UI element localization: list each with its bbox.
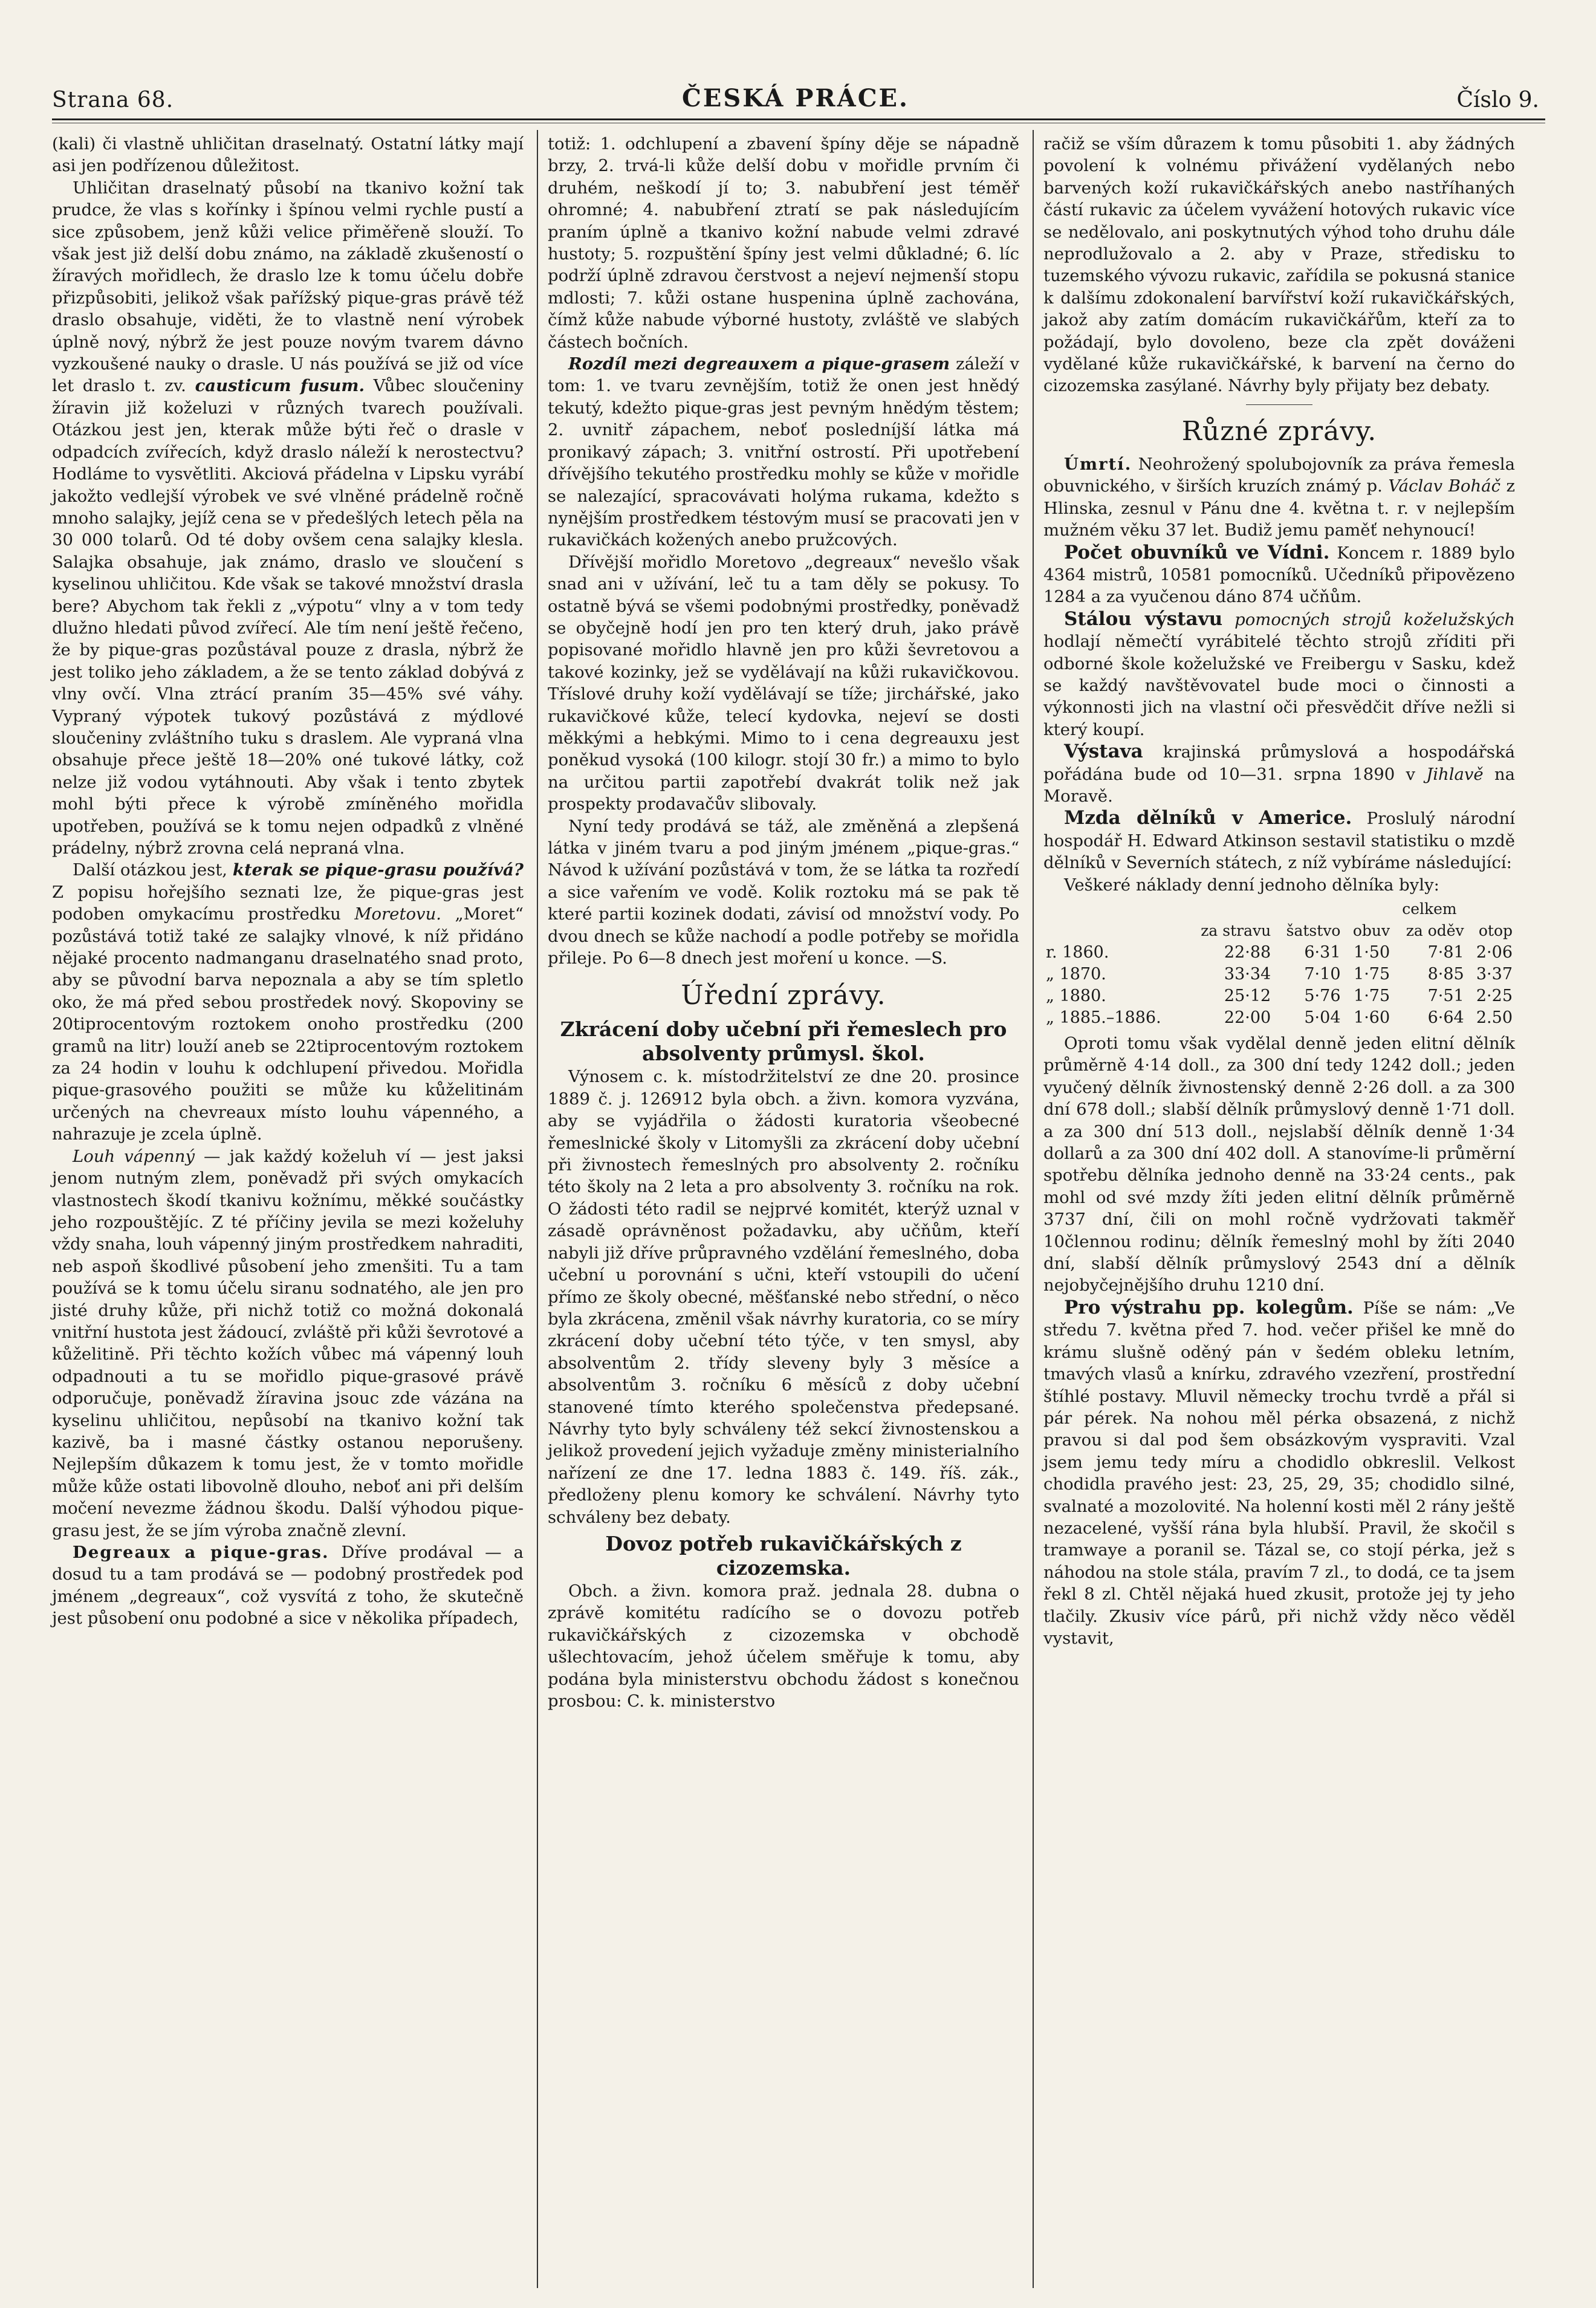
news-heading: Stálou výstavu <box>1064 608 1223 630</box>
paragraph: Uhličitan draselnatý působí na tkanivo kožní tak prudce, že vlas s kořínky i špínou velmi rychle pustí a sice způsobem, jenž kůži velice přiměřeně slouží. To však jest již delší dobu známo, na základě zkušeností o žíravých mořidlech, že draslo lze k tomu účelu dobře přizpůsobiti, jelikož však pařížský pique-gras právě též draslo obsahuje, viděti, že to vlastně není výrobek úplně nový, nýbrž že jest pouze novým tvarem dávno vyzkoušené nauky o drasle. U nás používá se již od více let draslo t. zv. causticum fusum. Vůbec sloučeniny žíravin již koželuzi v různých tvarech používali. Otázkou jest jen, kterak může býti řeč o drasle v odpadcích zvířecích, když draslo náleží k nerostectvu? Hodláme to vysvětliti. Akciová přádelna v Lipsku vyrábí jakožto vedlejší výrobek ve své vlněné prádelně ročně mnoho salajky, jejíž cena se v předešlých letech pěla na 30 000 tolarů. Od té doby ovšem cena salajky klesla. Salajka obsahuje, jak známo, draslo ve sloučení s kyselinou uhličitou. Kde však se takové množství drasla bere? Abychom tak řekli z „výpotu“ vlny a v tom tedy dlužno hledati původ zvířecí. Ale tím není ještě řečeno, že by pique-gras pozůstával pouze z drasla, nýbrž že jest toliko jeho základem, a že se tento základ dobývá z vlny ovčí. Vlna ztrácí praním 35—45% své váhy. Vypraný výpotek tukový pozůstává z mýdlové sloučeniny zvláštního tuku s draslem. Ale vypraná vlna obsahuje přece ještě 18—20% oné tukové látky, což nelze již vodou vytáhnouti. Aby však i tento zbytek mohl býti přece k výrobě zmíněného mořidla upotřeben, používá se k tomu nejen odpadků z vlněné prádelny, nýbrž zrovna celá nepraná vlna. <box>52 178 524 858</box>
paragraph: Louh vápenný — jak každý koželuh ví — jest jaksi jenom nutným zlem, poněvadž při svých omykacích vlastnostech škodí tkanivu kožnímu, měkké součástky jeho rozpouštějíc. Z té příčiny jevila se mezi koželuhy vždy snaha, louh vápenný jiným prostředkem nahraditi, neb aspoň škodlivé působení jeho zmenšiti. Tu a tam používá se k tomu účelu siranu sodnatého, ale jen pro jisté druhy kůže, při nichž totiž co možná dokonalá vnitřní hustota jest žádoucí, zvláště při kůži ševrotové a kůželitině. Při těchto kožích vůbec má vápenný louh odpadnouti a tu se mořidlo pique-grasové právě odporučuje, poněvadž žíravina jsouc zde vázána na kyselinu uhličitou, nepůsobí na tkanivo kožní tak kazivě, ba i masné částky ostanou neporušeny. Nejlepším důkazem k tomu jest, že v tomto mořidle může kůže ostati libovolně dlouho, neboť ani při delším močení nevezme žádnou škodu. Další výhodou pique-grasu jest, že se jím výroba značně zlevní. <box>52 1146 524 1540</box>
italic-term: Louh vápenný <box>73 1146 195 1166</box>
table-header: celkem <box>1402 900 1457 918</box>
paragraph: Pro výstrahu pp. kolegům. Píše se nám: „Ve středu 7. května před 7. hod. večer přišel ke mně do krámu slušně oděný pán v šedém obleku letním, tmavých vlasů a knírku, zdravého vzezření, prostřední štíhlé postavy. Mluvil německy trochu tvrdě a přál si pár pérek. Na nohou měl pérka obsazená, z nichž pravou si dal pod šem obsázkovým vyspraviti. Vzal jsem jemu tedy míru a chodidlo obkreslil. Velkost chodidla pravého jest: 23, 25, 29, 35; chodidlo silné, svalnaté a mozolovité. Na holenní kosti měl 2 rány ještě nezacelené, vyšší rána byla hlubší. Pravil, že skočil s tramwaye a poranil se. Tázal se, co stojí pérka, jež s náhodou na stole stála, pravím 7 zl., to dodá, ce ta jsem řekl 8 zl. Chtěl nějaká hued zkusit, protože jej ty jeho tlačily. Zkusiv více párů, při nichž vždy něco věděl vystavit, <box>1043 1296 1515 1648</box>
paragraph: Oproti tomu však vydělal denně jeden elitní dělník průměrně 4·14 doll., za 300 dní tedy 1242 doll.; jeden vyučený dělník živnostenský denně 2·26 doll. a za 300 dní 678 doll.; slabší dělník průmyslový denně 1·71 doll. a za 300 dní 513 doll., nejslabší dělník denně 1·34 dollarů a za 300 dní 402 doll. A stanovíme-li průměrní spotřebu dělníka jednoho denně na 33·24 cents., pak mohl od své mzdy žíti jeden elitní dělník průměrně 3737 dní, čili on mohl ročně vydržovati takměř 10člennou rodinu; dělník řemeslný mohl by žíti 2040 dní, slabší dělník průmyslový 2543 dní a dělník nejobyčejnějšího druhu 1210 dní. <box>1043 1034 1515 1295</box>
column-1 <box>52 133 524 1630</box>
news-heading: Pro výstrahu pp. kolegům. <box>1064 1296 1354 1318</box>
column-2 <box>548 133 1019 1712</box>
paragraph: Veškeré náklady denní jednoho dělníka byly: <box>1064 875 1439 895</box>
table-row: „ 1885.–1886. 22·00 5·04 1·60 6·64 2.50 <box>1046 1008 1513 1027</box>
paragraph: račiž se vším důrazem k tomu působiti 1. aby žádných povolení k volnému přivážení vydělaných nebo barvených koží rukavičkářských anebo nastříhaných částí rukavic za účelem vyvážení hotových rukavic více se nedělovalo, ani poskytnutých výhod toho druhu dále neprodlužovalo a 2. aby v Praze, středisku to tuzemského vývozu rukavic, zařídila se pokusná stanice k dalšímu zdokonalení barvířství koží rukavičkářských, jakož aby zatím domácím rukavičkářům, kteří za to požádají, bylo dovoleno, beze cla zpět dováženi vydělané kůže rukavičkářské, k barvení na černo do cizozemska zasýlané. Návrhy byly přijaty bez debaty. <box>1043 134 1515 396</box>
paragraph: Výnosem c. k. místodržitelství ze dne 20. prosince 1889 č. j. 126912 byla obch. a živn. komora vyzvána, aby se vyjádřila o žádosti kuratoria všeobecné řemeslnické školy v Litomyšli za zkrácení doby učební při živnostech řemeslných pro absolventy 2. ročníku této školy na 2 leta a pro absolventy 3. ročníku na rok. O žádosti této radil se nejprvé komitét, kterýž uznal v zásadě oprávněnost požadavku, aby učňům, kteří nabyli již dříve průpravného vzdělání řemeslného, doba učební u porovnání s učni, kteří vstoupili do učení přímo ze školy obecné, měšťanské nebo střední, o něco byla zkrácena, změnil však návrhy kuratoria, co se míry zkrácení doby učební této týče, v ten smysl, aby absolventům 2. třídy sleveny byly 3 měsíce a absolventům 3. ročníku 6 měsíců z doby učební stanovené tímto kterého společenstva předepsané. Návrhy tyto byly schváleny též sekcí živnostenskou a jelikož provedení jejich vyžaduje změny ministerialního nařízení ze dne 17. ledna 1883 č. 149. říš. zák., předloženy plenu komory ke schválení. Návrhy tyto schváleny bez debaty. <box>548 1067 1019 1527</box>
paragraph: Další otázkou jest, kterak se pique-grasu používá? Z popisu hořejšího seznati lze, že pique-gras jest podoben omykacímu prostředku Moretovu. „Moret“ pozůstává totiž také ze salajky vlnové, k níž přidáno nějaké procento nadmanganu draselnatého snad proto, aby se původní barva nepoznala a aby se tím spletlo oko, že má před sebou prostředek nový. Skopoviny se 20tiprocentovým roztokem onoho prostředku (200 gramů na litr) louží aneb se 22tiprocentovým roztokem za 24 hodin v louhu k odchlupení přivedou. Mořidla pique-grasového použiti se může ku kůželitinám určených na chevreaux místo louhu vápenného, a nahrazuje je zcela úplně. <box>52 860 524 1144</box>
table-header: za stravu <box>1201 922 1271 939</box>
paragraph: Výstava krajinská průmyslová a hospodářská pořádána bude od 10—31. srpna 1890 v Jihlavě na Moravě. <box>1043 741 1515 806</box>
italic-term: Moretovu. <box>354 904 442 924</box>
table-header-row <box>1043 920 1515 942</box>
news-heading: Úmrtí. <box>1064 454 1132 474</box>
italic-heading: Rozdíl mezi degreauxem a pique-grasem <box>568 354 950 374</box>
paragraph: Úmrtí. Neohrožený spolubojovník za práva řemesla obuvnického, v širších kruzích známý p. Václav Boháč z Hlinska, zesnul v Pánu dne 4. května t. r. v nejlepším mužném věku 37 let. Budiž jemu paměť nehynoucí! <box>1043 454 1515 540</box>
table-header-row <box>1043 898 1515 920</box>
header-rule <box>52 118 1545 120</box>
paragraph: Rozdíl mezi degreauxem a pique-grasem záleží v tom: 1. ve tvaru zevnějším, totiž že onen jest hnědý tekutý, kdežto pique-gras jest pevným hnědým těstem; 2. uvnitř zápachem, neboť posledníjší látka má pronikavý zápach; 3. vnitřní ostrostí. Při upotřebení dřívějšího tekutého prostředku mohly se kůže v mořidle se nalezající, spracovávati holýma rukama, kdežto s nynějším prostředkem téstovým musí se pracovati jen v rukavičkách kožených anebo pružcových. <box>548 354 1019 550</box>
article-heading: Degreaux a pique-gras. <box>73 1543 329 1562</box>
table-header: otop <box>1478 922 1513 939</box>
issue-number: Číslo 9. <box>1456 88 1539 112</box>
column-3 <box>1043 133 1515 1649</box>
paragraph: (kali) či vlastně uhličitan draselnatý. Ostatní látky mají asi jen podřízenou důležitost. <box>52 134 524 176</box>
paragraph: Dřívější mořidlo Moretovo „degreaux“ nevešlo však snad ani v užívání, leč tu a tam děly se pokusy. To ostatně bývá se všemi podobnými prostředky, poněvadž se obyčejně hodí jen pro ten který druh, jako právě popisované mořidlo hlavně jen pro kůži ševretovou a takové kozinky, jež se vydělávají na kůži rukavičkovou. Tříslové druhy koží vydělávají se tíže; jirchářské, jako rukavičkové kůže, telecí kydovka, nejeví se dosti měkkými a hebkými. Mimo to i cena degreauxu jest poněkud vysoká (100 kilogr. stojí 30 fr.) a mimo to bylo na určitou partii zapotřebí dvakrát tolik než jak prospekty prodavačův slibovaly. <box>548 552 1019 814</box>
wages-table <box>1043 898 1515 1029</box>
column-divider <box>537 130 538 2288</box>
article-heading: Dovoz potřeb rukavičkářských z cizozemska. <box>605 1531 962 1580</box>
news-heading: Mzda dělníků v Americe. <box>1064 807 1352 829</box>
article-heading: Zkrácení doby učební při řemeslech pro absolventy průmysl. škol. <box>560 1017 1007 1066</box>
table-row: r. 1860. 22·88 6·31 1·50 7·81 2·06 <box>1046 943 1513 962</box>
divider <box>1246 404 1312 405</box>
italic-term: causticum fusum. <box>195 376 365 396</box>
person-name: Václav Boháč <box>1388 476 1500 496</box>
paragraph: Mzda dělníků v Americe. Proslulý národní hospodář H. Edward Atkinson sestavil statistiku o mzdě dělníků v Severních státech, z níž vybíráme následující: <box>1043 807 1515 873</box>
journal-title: ČESKÁ PRÁCE. <box>682 84 909 112</box>
paragraph: totiž: 1. odchlupení a zbavení špíny děje se nápadně brzy, 2. trvá-li kůže delší dobu v mořidle prvním či druhém, neškodí jí to; 3. nabubření jest téměř ohromné; 4. nabubření ztratí se pak následujícím praním úplně a tkanivo kožní nabude velmi zdravé hustoty; 5. rozpuštění špíny jest velmi důkladné; 6. líc podrží úplně zdravou čerstvost a nejeví nejmenší stopu mdlosti; 7. kůži ostane huspenina úplně zachována, čímž kůže nabude výborné hustoty, zvláště ve slabých částech bočních. <box>548 134 1019 352</box>
page-number: Strana 68. <box>52 88 174 112</box>
table-header: obuv <box>1352 922 1390 939</box>
paragraph: Nyní tedy prodává se táž, ale změněná a zlepšená látka v jiném tvaru a pod jiným jménem „pique-gras.“ Návod k užívání pozůstává v tom, že se látka ta rozředí a sice vařením ve vodě. Kolik roztoku má se pak tě které partii kozinek dodati, závisí od množství vody. Po dvou dnech se kůže nachodí a podle potřeby se mořidla přileje. Po 6—8 dnech jest moření u konce. —S. <box>548 816 1019 968</box>
paragraph: Počet obuvníků ve Vídni. Koncem r. 1889 bylo 4364 mistrů, 10581 pomocníků. Učedníků připovězeno 1284 a za vyučenou dáno 874 učňům. <box>1043 541 1515 607</box>
news-heading: Počet obuvníků ve Vídni. <box>1064 541 1330 563</box>
column-divider <box>1033 130 1034 2288</box>
section-title: Různé zprávy. <box>1181 415 1377 447</box>
paragraph: Obch. a živn. komora praž. jednala 28. dubna o zprávě komitétu radícího se o dovozu potřeb rukavičkářských z cizozemska v obchodě ušlechtovacím, jehož účelem směřuje k tomu, aby podána byla ministerstvu obchodu žádost s konečnou prosbou: C. k. ministerstvo <box>548 1581 1019 1711</box>
table-row: „ 1880. 25·12 5·76 1·75 7·51 2·25 <box>1046 987 1513 1005</box>
italic-question: kterak se pique-grasu používá? <box>232 860 524 880</box>
table-header: za oděv <box>1406 922 1464 939</box>
paragraph: Degreaux a pique-gras. Dříve prodával — a dosud tu a tam prodává se — podobný prostředek pod jménem „degreaux“, což vysvítá z toho, že skutečně jest působení onu podobné a sice v několika případech, <box>52 1543 524 1629</box>
section-title: Úřední zprávy. <box>681 980 886 1011</box>
page-header <box>52 82 1539 118</box>
news-heading: Výstava <box>1064 741 1143 763</box>
paragraph: Stálou výstavu pomocných strojů koželužských hodlají němečtí vyrábitelé těchto strojů zříditi při odborné škole koželužské ve Freibergu v Sasku, kdež se každý navštěvovatel bude moci o činnosti a výkonnosti jich na vlastní oči přesvědčit dříve nežli si který koupí. <box>1043 608 1515 739</box>
table-row: „ 1870. 33·34 7·10 1·75 8·85 3·37 <box>1046 965 1513 984</box>
table-header: šatstvo <box>1286 922 1341 939</box>
